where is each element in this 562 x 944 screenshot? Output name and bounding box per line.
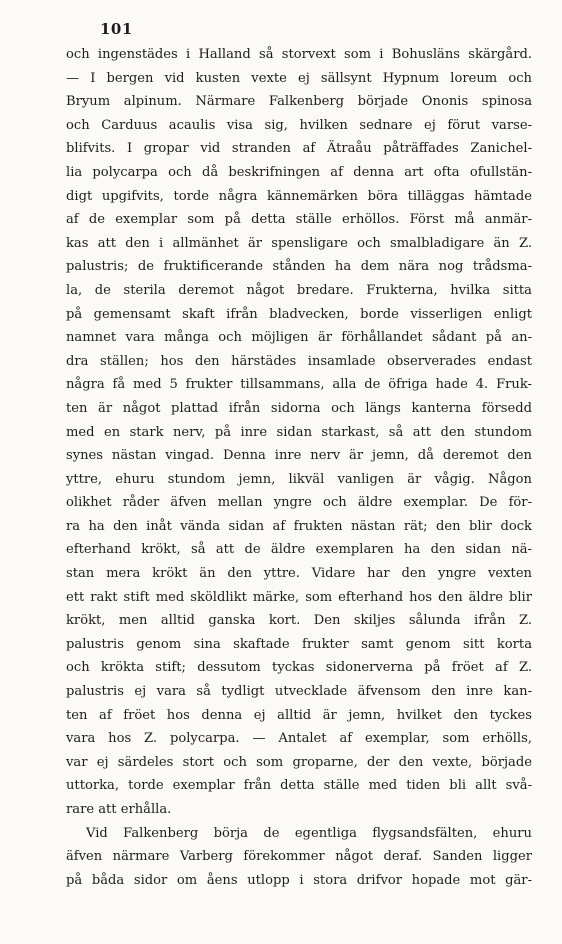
text-line: äfven närmare Varberg förekommer något deraf. Sanden ligger xyxy=(66,849,532,865)
text-line: digt upgifvits, torde några kännemärken böra tilläggas hämtade xyxy=(66,188,532,204)
text-line: ten af fröet hos denna ej alltid är jemn, hvilket den tyckes xyxy=(66,707,532,723)
text-line: rare att erhålla. xyxy=(66,802,172,817)
text-line: synes nästan vingad. Denna inre nerv är jemn, då deremot den xyxy=(66,448,532,464)
text-line: krökt, men alltid ganska kort. Den skiljes sålunda ifrån Z. xyxy=(66,613,532,629)
text-line: blifvits. I gropar vid stranden af Ätraåu påträffades Zanichel- xyxy=(66,141,532,157)
text-line: palustris genom sina skaftade frukter samt genom sitt korta xyxy=(66,636,532,652)
text-line: palustris; de fruktificerande stånden ha dem nära nog trådsma- xyxy=(66,259,532,275)
text-line: kas att den i allmänhet är spensligare och smalbladigare än Z. xyxy=(66,235,532,251)
text-line: — I bergen vid kusten vexte ej sällsynt Hypnum loreum och xyxy=(66,70,532,86)
body-text xyxy=(66,43,532,892)
text-line: och ingenstädes i Halland så storvext som i Bohusläns skärgård. xyxy=(66,47,532,62)
text-line: Vid Falkenberg börja de egentliga flygsandsfälten, ehuru xyxy=(86,825,532,841)
text-line: vara hos Z. polycarpa. — Antalet af exemplar, som erhölls, xyxy=(66,731,532,747)
text-line: var ej särdeles stort och som groparne, der den vexte, började xyxy=(66,754,532,770)
text-line: några få med 5 frukter tillsammans, alla de öfriga hade 4. Fruk- xyxy=(66,377,532,393)
text-line: med en stark nerv, på inre sidan starkast, så att den stundom xyxy=(66,424,532,440)
text-line: ra ha den inåt vända sidan af frukten nästan rät; den blir dock xyxy=(66,518,532,534)
text-line: Bryum alpinum. Närmare Falkenberg började Ononis spinosa xyxy=(66,94,532,110)
text-line: af de exemplar som på detta ställe erhöllos. Först må anmär- xyxy=(66,212,532,228)
text-line: lia polycarpa och då beskrifningen af denna art ofta ofullstän- xyxy=(66,164,532,180)
text-line: på gemensamt skaft ifrån bladvecken, borde visserligen enligt xyxy=(66,306,532,322)
text-line: ten är något plattad ifrån sidorna och längs kanterna försedd xyxy=(66,400,532,416)
text-line: yttre, ehuru stundom jemn, likväl vanligen är vågig. Någon xyxy=(66,471,532,487)
text-line: uttorka, torde exemplar från detta ställe med tiden bli allt svå- xyxy=(66,778,532,794)
text-line: ett rakt stift med sköldlikt märke, som efterhand hos den äldre blir xyxy=(66,589,532,605)
text-line: stan mera krökt än den yttre. Vidare har den yngre vexten xyxy=(66,566,532,582)
text-line: och krökta stift; dessutom tyckas sidonerverna på fröet af Z. xyxy=(66,660,532,676)
text-line: namnet vara många och möjligen är förhållandet sådant på an- xyxy=(66,330,532,346)
text-line: efterhand krökt, så att de äldre exemplaren ha den sidan nä- xyxy=(66,542,532,558)
text-line: dra ställen; hos den härstädes insamlade observerades endast xyxy=(66,353,532,369)
text-line: och Carduus acaulis visa sig, hvilken sednare ej förut varse- xyxy=(66,117,532,133)
text-line: olikhet råder äfven mellan yngre och äldre exemplar. De för- xyxy=(66,495,532,511)
text-line: palustris ej vara så tydligt utvecklade äfvensom den inre kan- xyxy=(66,684,532,700)
page-number: 101 xyxy=(100,20,133,38)
text-line: på båda sidor om åens utlopp i stora drifvor hopade mot gär- xyxy=(66,872,532,888)
text-line: la, de sterila deremot något bredare. Frukterna, hvilka sitta xyxy=(66,282,532,298)
